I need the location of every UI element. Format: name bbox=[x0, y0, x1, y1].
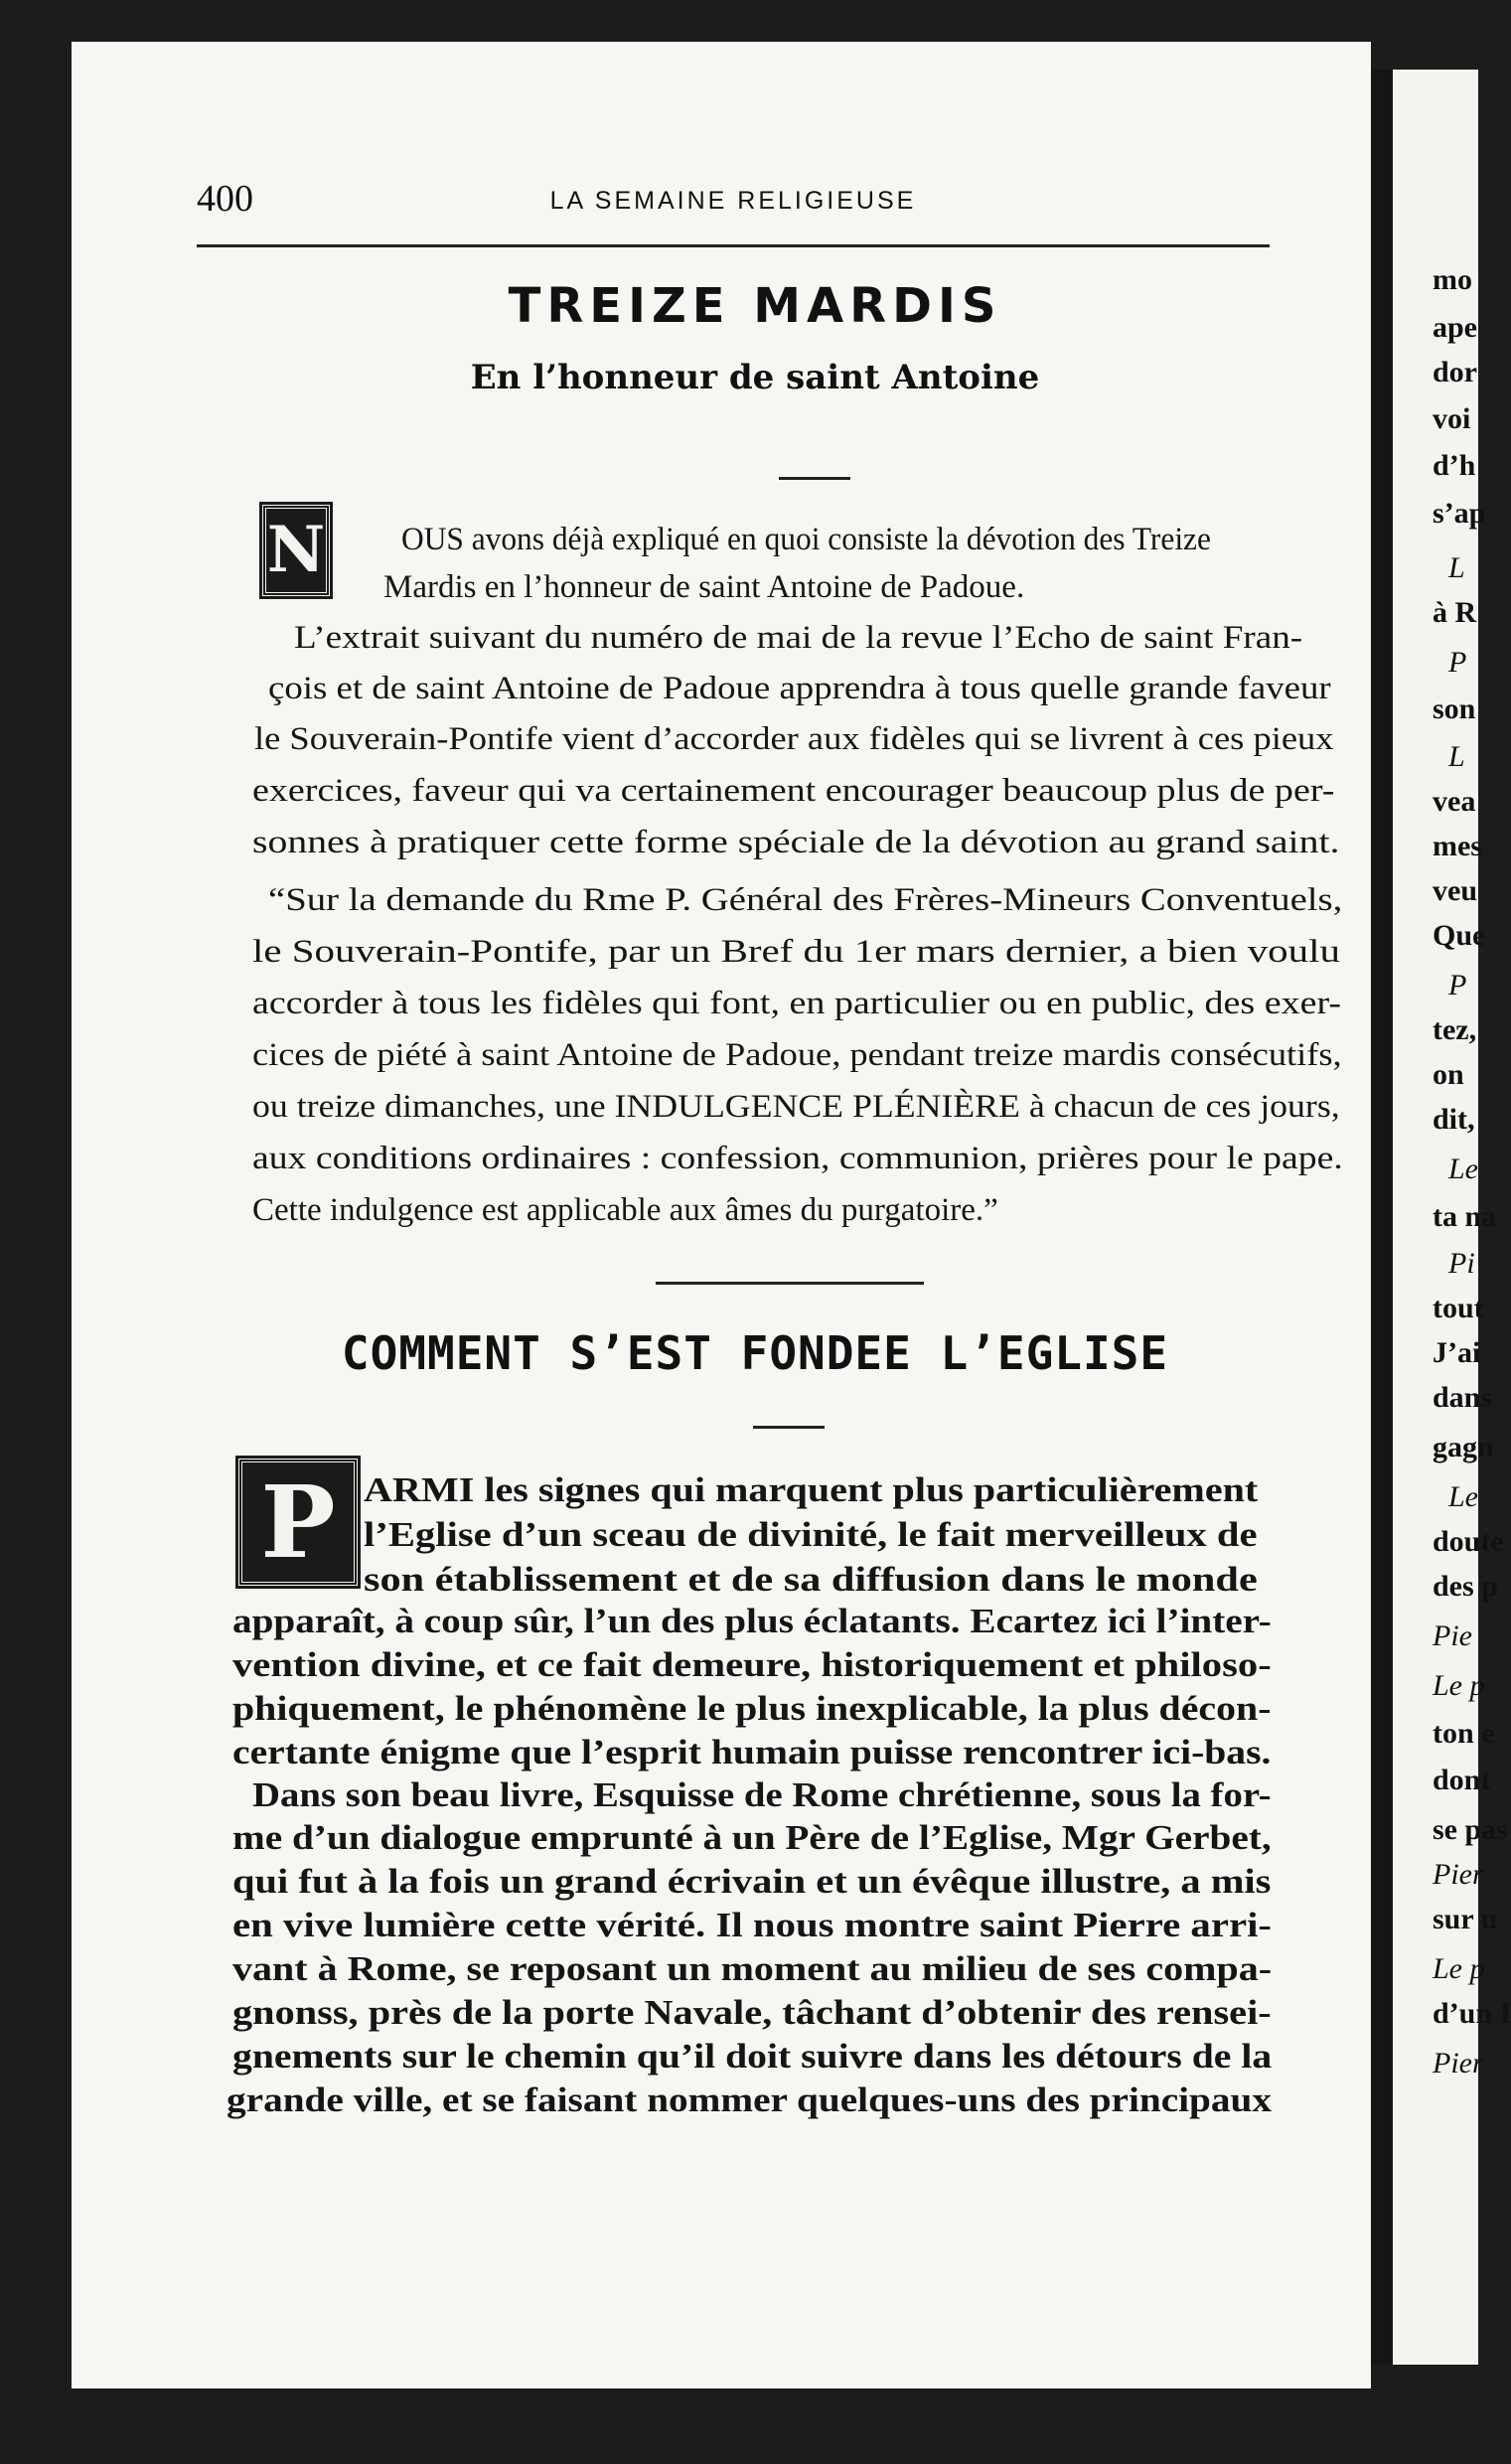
drop-cap-n: N bbox=[262, 505, 330, 596]
adjacent-text-line: sur u bbox=[1433, 1903, 1498, 1935]
text-line: grande ville, et se faisant nommer quelques-uns des principaux bbox=[227, 2080, 1273, 2119]
journal-title: LA SEMAINE RELIGIEUSE bbox=[549, 187, 917, 215]
adjacent-text-line: Le p bbox=[1433, 1669, 1485, 1702]
text-line: Mardis en l’honneur de saint Antoine de Padoue. bbox=[383, 569, 1025, 605]
article-eglise bbox=[169, 0, 1341, 2464]
adjacent-text-line: dit, bbox=[1433, 1103, 1475, 1136]
adjacent-text-line: tout bbox=[1433, 1292, 1484, 1324]
adjacent-text-line: ape bbox=[1433, 311, 1477, 344]
text-line: aux conditions ordinaires : confession, communion, prières pour le pape. bbox=[252, 1141, 1343, 1176]
adjacent-text-line: Que bbox=[1433, 919, 1486, 952]
adjacent-text-line: des p bbox=[1433, 1570, 1498, 1603]
adjacent-text-line: dor bbox=[1433, 356, 1477, 388]
adjacent-text-line: ta na bbox=[1433, 1200, 1497, 1233]
adjacent-text-line: Pier bbox=[1433, 1858, 1484, 1891]
adjacent-text-line: Le bbox=[1448, 1153, 1478, 1185]
text-line: exercices, faveur qui va certainement encourager beaucoup plus de per- bbox=[252, 773, 1335, 809]
text-line: apparaît, à coup sûr, l’un des plus éclatants. Ecartez ici l’inter- bbox=[232, 1602, 1272, 1640]
text-line: certante énigme que l’esprit humain puisse rencontrer ici-bas. bbox=[232, 1733, 1272, 1771]
text-line: çois et de saint Antoine de Padoue apprendra à tous quelle grande faveur bbox=[268, 671, 1331, 706]
adjacent-text-line: Pier bbox=[1433, 2047, 1484, 2079]
adjacent-text-line: s’ap bbox=[1433, 497, 1486, 530]
text-line: Dans son beau livre, Esquisse de Rome chrétienne, sous la for- bbox=[252, 1775, 1272, 1814]
adjacent-text-line: Pi bbox=[1448, 1247, 1475, 1280]
adjacent-text-line: P bbox=[1448, 969, 1467, 1001]
text-line: gnements sur le chemin qu’il doit suivre dans les détours de la bbox=[232, 2037, 1273, 2076]
text-line: me d’un dialogue emprunté à un Père de l’Eglise, Mgr Gerbet, bbox=[232, 1818, 1272, 1857]
adjacent-text-line: J’ai bbox=[1433, 1336, 1481, 1369]
drop-cap-p: P bbox=[238, 1459, 358, 1586]
text-line: cices de piété à saint Antoine de Padoue, pendant treize mardis consécutifs, bbox=[252, 1037, 1342, 1073]
adjacent-text-line: se pas bbox=[1433, 1813, 1508, 1846]
text-line: sonnes à pratiquer cette forme spéciale de la dévotion au grand saint. bbox=[252, 825, 1340, 860]
text-line: L’extrait suivant du numéro de mai de la revue l’Echo de saint Fran- bbox=[294, 620, 1303, 656]
text-line: phiquement, le phénomène le plus inexplicable, la plus décon- bbox=[232, 1689, 1272, 1728]
text-line: le Souverain-Pontife, par un Bref du 1er mars dernier, a bien voulu bbox=[252, 934, 1340, 970]
text-line: le Souverain-Pontife vient d’accorder aux fidèles qui se livrent à ces pieux bbox=[254, 721, 1334, 757]
adjacent-text-line: L bbox=[1448, 740, 1465, 773]
adjacent-text-line: son bbox=[1433, 693, 1476, 725]
text-line: ou treize dimanches, une INDULGENCE PLÉNIÈRE à chacun de ces jours, bbox=[252, 1089, 1340, 1125]
page-number: 400 bbox=[197, 178, 253, 220]
adjacent-text-line: on bbox=[1433, 1058, 1464, 1091]
text-line: l’Eglise d’un sceau de divinité, le fait merveilleux de bbox=[364, 1515, 1258, 1554]
adjacent-text-line: dans bbox=[1433, 1381, 1493, 1414]
adjacent-text-line: d’un I bbox=[1433, 1997, 1511, 2030]
text-line: gnonss, près de la porte Navale, tâchant d’obtenir des rensei- bbox=[232, 1993, 1272, 2032]
adjacent-page bbox=[1371, 70, 1511, 2365]
text-line: vant à Rome, se reposant un moment au milieu de ses compa- bbox=[232, 1949, 1273, 1988]
article-title: TREIZE MARDIS bbox=[508, 278, 1002, 334]
adjacent-text-line: Pie bbox=[1433, 1619, 1472, 1652]
title-rule bbox=[753, 1426, 825, 1429]
adjacent-text-line: vea bbox=[1433, 785, 1476, 818]
page-gutter bbox=[1371, 70, 1393, 2365]
adjacent-text-line: voi bbox=[1433, 402, 1471, 435]
article-title: COMMENT S’EST FONDEE L’EGLISE bbox=[341, 1326, 1169, 1380]
text-line: son établissement et de sa diffusion dans le monde bbox=[364, 1560, 1258, 1599]
adjacent-text-line: doute bbox=[1433, 1525, 1504, 1558]
text-line: Cette indulgence est applicable aux âmes du purgatoire.” bbox=[252, 1192, 998, 1228]
article-subtitle: En l’honneur de saint Antoine bbox=[470, 358, 1040, 397]
adjacent-text-line: Le p bbox=[1433, 1952, 1485, 1985]
adjacent-text-line: à R bbox=[1433, 596, 1477, 629]
text-line: “Sur la demande du Rme P. Général des Frères-Mineurs Conventuels, bbox=[268, 882, 1343, 918]
adjacent-text-line: mo bbox=[1433, 263, 1472, 296]
adjacent-text-line: dont bbox=[1433, 1764, 1491, 1796]
adjacent-text-line: tez, bbox=[1433, 1013, 1477, 1046]
adjacent-text-line: L bbox=[1448, 551, 1465, 584]
text-line: qui fut à la fois un grand écrivain et un évêque illustre, a mis bbox=[232, 1862, 1272, 1901]
adjacent-text-line: gagn bbox=[1433, 1431, 1494, 1463]
text-line: vention divine, et ce fait demeure, historiquement et philoso- bbox=[232, 1645, 1272, 1684]
adjacent-text-line: veu bbox=[1433, 874, 1477, 907]
adjacent-text-line: P bbox=[1448, 646, 1467, 679]
text-line: accorder à tous les fidèles qui font, en particulier ou en public, des exer- bbox=[252, 986, 1342, 1021]
adjacent-text-line: mes bbox=[1433, 830, 1482, 862]
adjacent-text-line: d’h bbox=[1433, 449, 1476, 482]
adjacent-text-line: ton e bbox=[1433, 1717, 1495, 1750]
text-line: ARMI les signes qui marquent plus particulièrement bbox=[364, 1470, 1259, 1509]
text-line: OUS avons déjà expliqué en quoi consiste la dévotion des Treize bbox=[401, 522, 1211, 557]
adjacent-text-line: Le bbox=[1448, 1480, 1478, 1513]
text-line: en vive lumière cette vérité. Il nous montre saint Pierre arri- bbox=[232, 1906, 1273, 1944]
